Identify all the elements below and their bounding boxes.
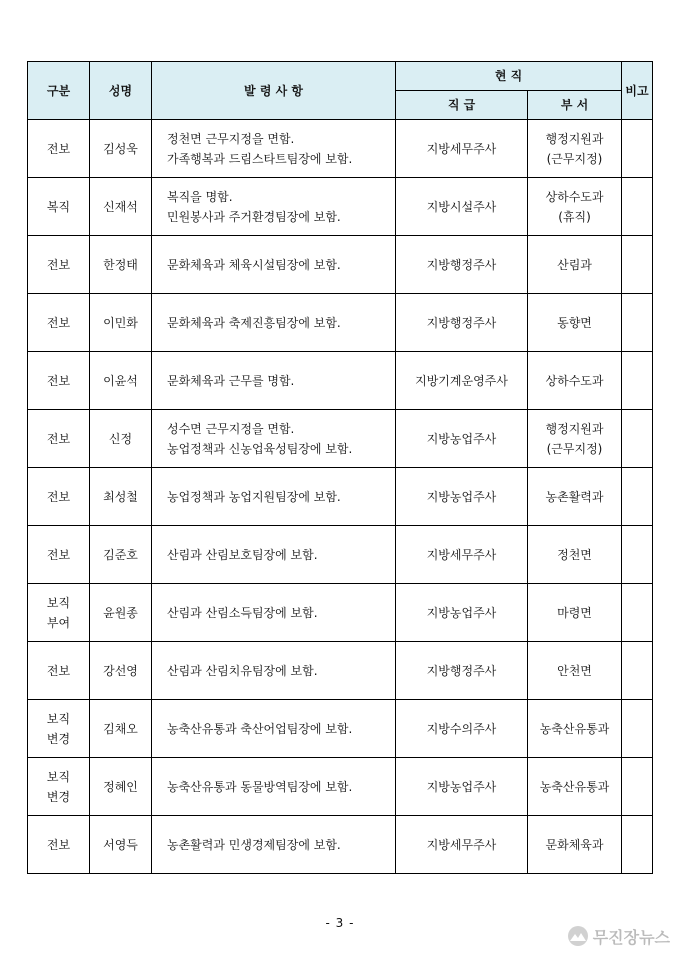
category-cell (28, 700, 90, 758)
note-cell (622, 294, 653, 352)
cell-line: 농업정책과 농업지원팀장에 보함. (167, 489, 341, 504)
name-cell: 최성철 (90, 468, 152, 526)
order-cell (152, 816, 396, 874)
order-cell (152, 468, 396, 526)
order-cell (152, 758, 396, 816)
table-row (28, 352, 653, 410)
cell-line: 보직 (46, 711, 71, 726)
note-cell (622, 584, 653, 642)
header-dept: 부 서 (528, 91, 622, 120)
category-cell (28, 120, 90, 178)
cell-line: 마령면 (557, 605, 592, 620)
cell-line: 전보 (46, 547, 71, 562)
cell-line: (근무지정) (546, 151, 603, 166)
grade-cell: 지방행정주사 (396, 642, 528, 700)
category-cell (28, 352, 90, 410)
name-cell: 이민화 (90, 294, 152, 352)
cell-line: 안천면 (557, 663, 592, 678)
cell-line: 상하수도과 (545, 189, 604, 204)
cell-line: 산림과 산림소득팀장에 보함. (167, 605, 318, 620)
cell-line: 전보 (46, 315, 71, 330)
cell-line: 전보 (46, 431, 71, 446)
grade-cell: 지방농업주사 (396, 758, 528, 816)
cell-line: (휴직) (558, 209, 591, 224)
name-cell: 신재석 (90, 178, 152, 236)
name-cell: 김채오 (90, 700, 152, 758)
order-cell (152, 642, 396, 700)
note-cell (622, 468, 653, 526)
table-body (28, 120, 653, 874)
table-row (28, 236, 653, 294)
header-current: 현 직 (396, 62, 622, 91)
table-row (28, 642, 653, 700)
cell-line: 동향면 (557, 315, 592, 330)
header-grade: 직 급 (396, 91, 528, 120)
cell-line: 전보 (46, 489, 71, 504)
cell-line: 부여 (46, 615, 71, 630)
order-cell (152, 120, 396, 178)
cell-line: 산림과 산림보호팀장에 보함. (167, 547, 318, 562)
dept-cell (528, 642, 622, 700)
cell-line: 문화체육과 축제진흥팀장에 보함. (167, 315, 341, 330)
category-cell (28, 236, 90, 294)
cell-line: 전보 (46, 141, 71, 156)
order-cell (152, 294, 396, 352)
watermark-logo (567, 924, 670, 948)
note-cell (622, 410, 653, 468)
cell-line: 행정지원과 (545, 421, 604, 436)
name-cell: 윤원종 (90, 584, 152, 642)
cell-line: 전보 (46, 837, 71, 852)
cell-line: 문화체육과 근무를 명함. (167, 373, 295, 388)
cell-line: 보직 (46, 595, 71, 610)
category-cell (28, 178, 90, 236)
category-cell (28, 526, 90, 584)
dept-cell (528, 410, 622, 468)
table-row (28, 468, 653, 526)
header-category: 구분 (28, 62, 90, 120)
cell-line: (근무지정) (546, 441, 603, 456)
cell-line: 변경 (46, 789, 71, 804)
cell-line: 농촌활력과 민생경제팀장에 보함. (167, 837, 341, 852)
grade-cell: 지방행정주사 (396, 236, 528, 294)
note-cell (622, 352, 653, 410)
cell-line: 행정지원과 (545, 131, 604, 146)
dept-cell (528, 352, 622, 410)
order-cell (152, 700, 396, 758)
cell-line: 농축산유통과 (539, 721, 610, 736)
name-cell: 한정태 (90, 236, 152, 294)
cell-line: 농촌활력과 (545, 489, 604, 504)
note-cell (622, 816, 653, 874)
order-cell (152, 352, 396, 410)
table-row (28, 584, 653, 642)
table-row (28, 526, 653, 584)
header-note: 비고 (622, 62, 653, 120)
cell-line: 정천면 근무지정을 면함. (167, 131, 295, 146)
grade-cell: 지방세무주사 (396, 526, 528, 584)
cell-line: 산림과 산림치유팀장에 보함. (167, 663, 318, 678)
dept-cell (528, 584, 622, 642)
table-row (28, 758, 653, 816)
grade-cell: 지방행정주사 (396, 294, 528, 352)
category-cell (28, 410, 90, 468)
note-cell (622, 120, 653, 178)
dept-cell (528, 700, 622, 758)
cell-line: 농축산유통과 축산어업팀장에 보함. (167, 721, 353, 736)
category-cell (28, 816, 90, 874)
name-cell: 서영득 (90, 816, 152, 874)
cell-line: 전보 (46, 663, 71, 678)
dept-cell (528, 236, 622, 294)
cell-line: 농업정책과 신농업육성팀장에 보함. (167, 441, 353, 456)
cell-line: 복직 (46, 199, 71, 214)
table-row (28, 816, 653, 874)
note-cell (622, 700, 653, 758)
order-cell (152, 584, 396, 642)
table-row (28, 410, 653, 468)
grade-cell: 지방기계운영주사 (396, 352, 528, 410)
cell-line: 가족행복과 드림스타트팀장에 보함. (167, 151, 353, 166)
grade-cell: 지방농업주사 (396, 468, 528, 526)
grade-cell: 지방농업주사 (396, 584, 528, 642)
grade-cell: 지방세무주사 (396, 816, 528, 874)
cell-line: 정천면 (557, 547, 592, 562)
note-cell (622, 178, 653, 236)
cell-line: 문화체육과 체육시설팀장에 보함. (167, 257, 341, 272)
grade-cell: 지방농업주사 (396, 410, 528, 468)
dept-cell (528, 178, 622, 236)
dept-cell (528, 526, 622, 584)
mountain-logo-icon (567, 925, 589, 947)
dept-cell (528, 294, 622, 352)
cell-line: 전보 (46, 373, 71, 388)
grade-cell: 지방세무주사 (396, 120, 528, 178)
name-cell: 이윤석 (90, 352, 152, 410)
category-cell (28, 584, 90, 642)
category-cell (28, 294, 90, 352)
table-row (28, 294, 653, 352)
note-cell (622, 758, 653, 816)
name-cell: 강선영 (90, 642, 152, 700)
dept-cell (528, 758, 622, 816)
name-cell: 정혜인 (90, 758, 152, 816)
cell-line: 보직 (46, 769, 71, 784)
category-cell (28, 758, 90, 816)
name-cell: 김준호 (90, 526, 152, 584)
cell-line: 문화체육과 (545, 837, 604, 852)
note-cell (622, 526, 653, 584)
grade-cell: 지방시설주사 (396, 178, 528, 236)
page-number: - 3 - (325, 916, 355, 930)
order-cell (152, 236, 396, 294)
dept-cell (528, 468, 622, 526)
header-name: 성명 (90, 62, 152, 120)
cell-line: 산림과 (557, 257, 592, 272)
name-cell: 신정 (90, 410, 152, 468)
cell-line: 성수면 근무지정을 면함. (167, 421, 295, 436)
cell-line: 농축산유통과 동물방역팀장에 보함. (167, 779, 353, 794)
order-cell (152, 178, 396, 236)
personnel-order-table (27, 61, 653, 874)
name-cell: 김성욱 (90, 120, 152, 178)
dept-cell (528, 816, 622, 874)
watermark-text: 무진장뉴스 (592, 927, 670, 947)
table-row (28, 120, 653, 178)
order-cell (152, 526, 396, 584)
category-cell (28, 468, 90, 526)
cell-line: 변경 (46, 731, 71, 746)
dept-cell (528, 120, 622, 178)
note-cell (622, 236, 653, 294)
grade-cell: 지방수의주사 (396, 700, 528, 758)
cell-line: 상하수도과 (545, 373, 604, 388)
cell-line: 민원봉사과 주거환경팀장에 보함. (167, 209, 341, 224)
cell-line: 복직을 명함. (167, 189, 233, 204)
order-cell (152, 410, 396, 468)
header-order: 발 령 사 항 (152, 62, 396, 120)
note-cell (622, 642, 653, 700)
cell-line: 전보 (46, 257, 71, 272)
table-row (28, 178, 653, 236)
table-row (28, 700, 653, 758)
category-cell (28, 642, 90, 700)
cell-line: 농축산유통과 (539, 779, 610, 794)
